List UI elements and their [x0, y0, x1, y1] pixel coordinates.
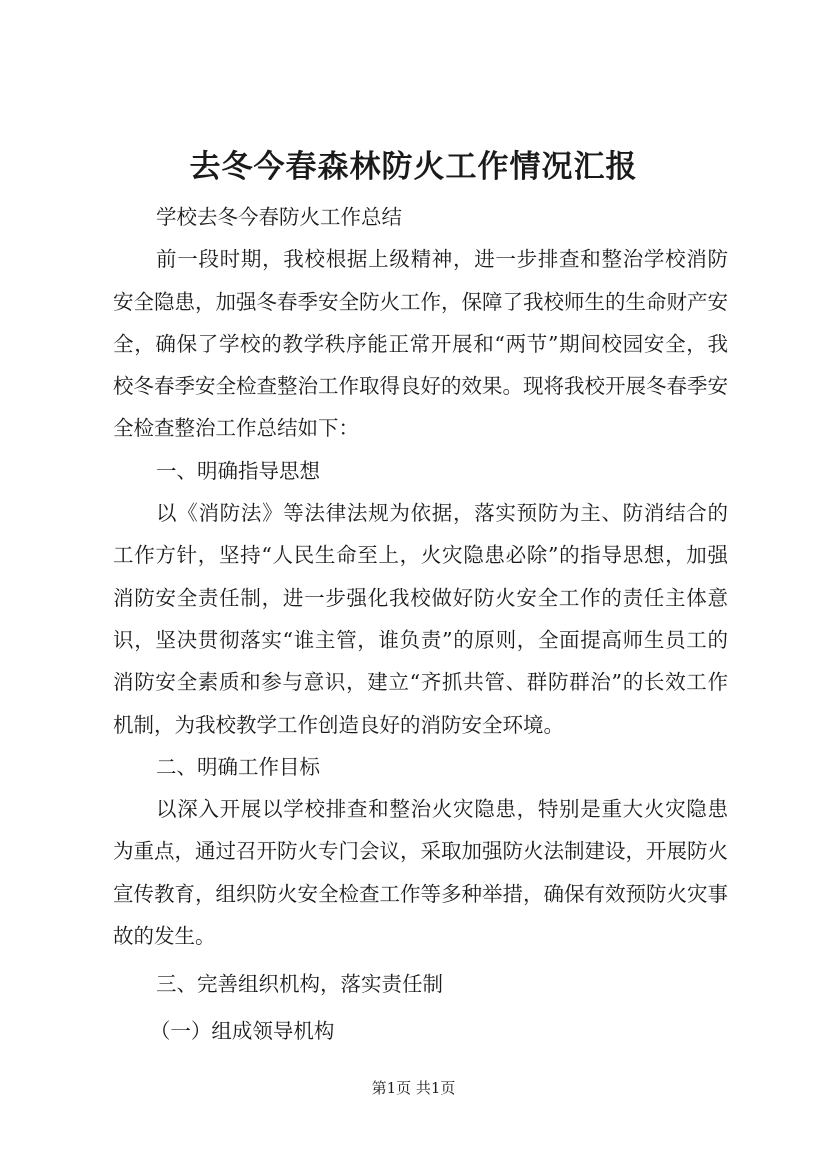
heading-leadership: （一）组成领导机构 — [149, 1018, 335, 1043]
heading-guiding-thought: 一、明确指导思想 — [156, 458, 321, 483]
document-body — [113, 196, 728, 1052]
paragraph-intro: 前一段时期，我校根据上级精神，进一步排查和整治学校消防安全隐患，加强冬春季安全防火工作，保障了我校师生的生命财产安全，确保了学校的教学秩序能正常开展和“两节”期间校园安全，我校冬春季安全检查整治工作取得良好的效果。现将我校开展冬春季安全检查整治工作总结如下： — [113, 247, 728, 441]
paragraph-guiding-thought: 以《消防法》等法律法规为依据，落实预防为主、防消结合的工作方针，坚持“人民生命至上，火灾隐患必除”的指导思想，加强消防安全责任制，进一步强化我校做好防火安全工作的责任主体意识，坚决贯彻落实“谁主管，谁负责”的原则，全面提高师生员工的消防安全素质和参与意识，建立“齐抓共管、群防群治”的长效工作机制，为我校教学工作创造良好的消防安全环境。 — [113, 501, 728, 737]
paragraph-subtitle: 学校去冬今春防火工作总结 — [156, 205, 403, 229]
heading-organization: 三、完善组织机构，落实责任制 — [156, 972, 444, 997]
page-footer: 第1页 共1页 — [371, 1079, 456, 1097]
document-title: 去冬今春森林防火工作情况汇报 — [189, 149, 638, 185]
paragraph-work-goals: 以深入开展以学校排查和整治火灾隐患，特别是重大火灾隐患为重点，通过召开防火专门会议，采取加强防火法制建设，开展防火宣传教育，组织防火安全检查工作等多种举措，确保有效预防火灾事故的发生。 — [113, 797, 728, 949]
heading-work-goals: 二、明确工作目标 — [156, 754, 321, 779]
